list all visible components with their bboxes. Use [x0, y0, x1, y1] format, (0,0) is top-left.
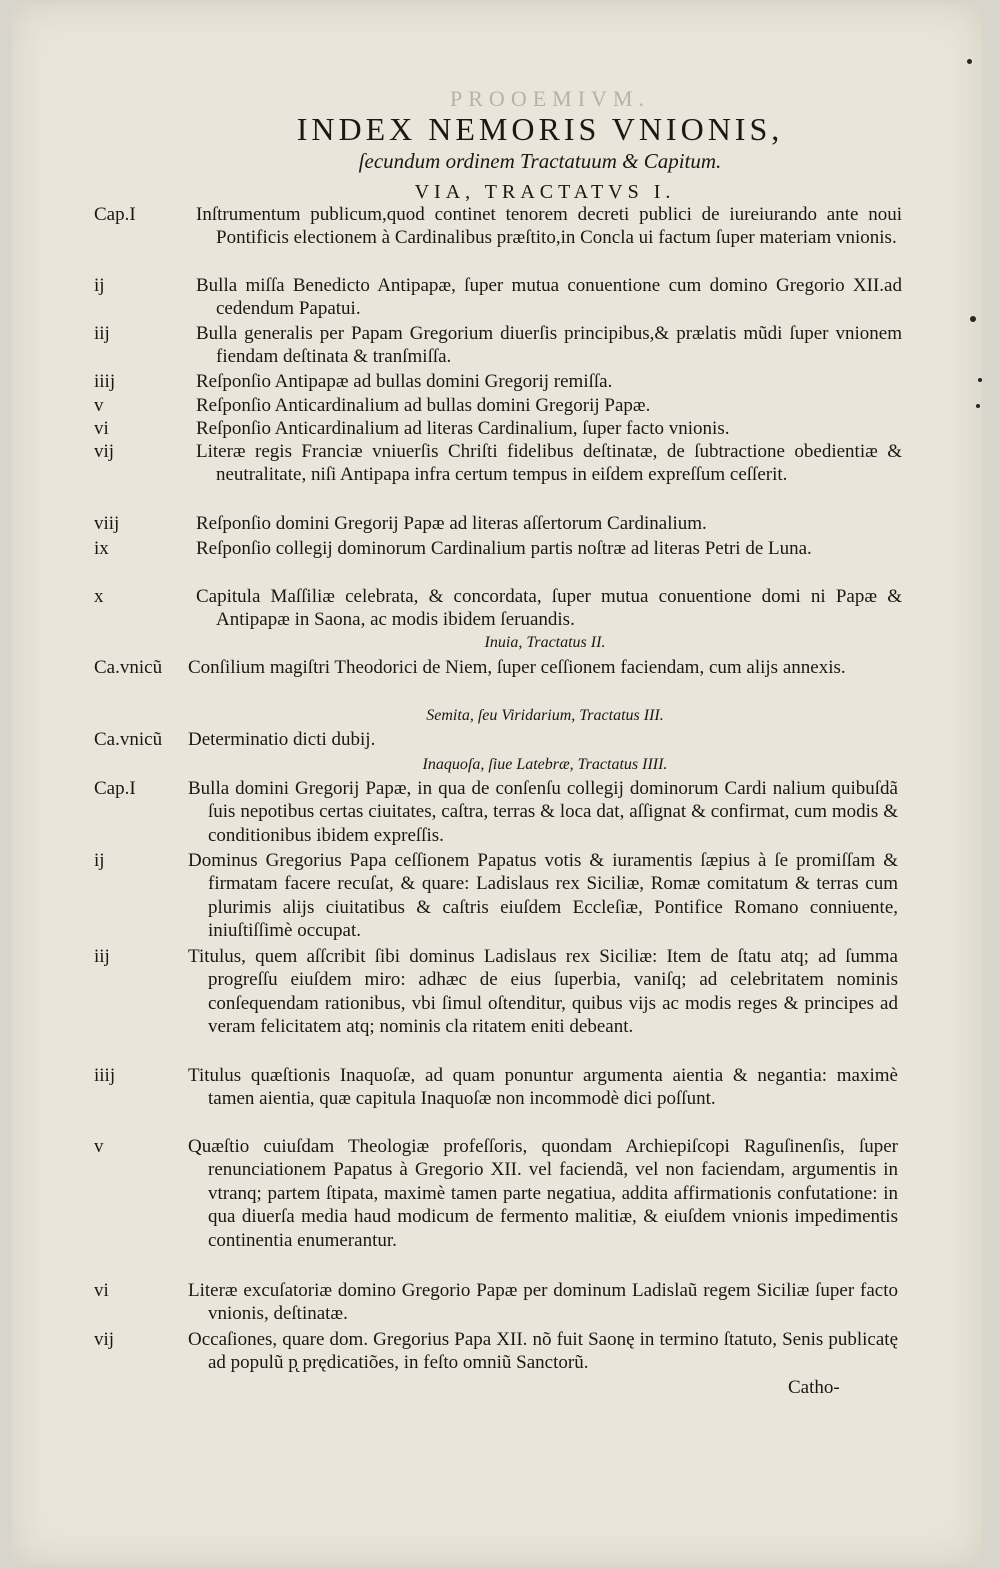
tractatus-4-heading: Inaquoſa, ſiue Latebræ, Tractatus IIII. [422, 756, 668, 773]
entry-text: Reſponſio collegij dominorum Cardinalium partis noſtræ ad literas Petri de Luna. [196, 538, 812, 559]
ink-speck [978, 378, 982, 382]
chapter-number: ij [94, 275, 105, 296]
page-title: INDEX NEMORIS VNIONIS, [296, 111, 784, 147]
entry-text: Dominus Gregorius Papa ceſſionem Papatus votis & iuramentis ſæpius à ſe promiſſam & firmatam facere recuſat, & quare: Ladislaus rex Siciliæ, Romæ comitatum & terras cum plurimis alijs ciuitatibus & caſtris eiuſdem Eccleſiæ, Pontifice Romano conniuente, iniuſtiſſimè occupat. [188, 850, 898, 942]
entry-text: Literæ regis Franciæ vniuerſis Chriſti fidelibus deſtinatæ, de ſubtractione obedientiæ & neutralitate, niſi Antipapa infra certum tempus in eiſdem expreſſum ceſſerit. [196, 441, 902, 486]
chapter-number: iij [94, 946, 110, 967]
chapter-number: vi [94, 418, 109, 439]
chapter-number: v [94, 395, 104, 416]
entry-text: Bulla generalis per Papam Gregorium diuerſis principibus,& prælatis mũdi ſuper vnionem fiendam deſtinata & tranſmiſſa. [196, 323, 902, 368]
page-subtitle: ſecundum ordinem Tractatuum & Capitum. [358, 149, 722, 173]
entry-text: Reſponſio domini Gregorij Papæ ad literas aſſertorum Cardinalium. [196, 513, 707, 534]
entry-text: Conſilium magiſtri Theodorici de Niem, ſuper ceſſionem faciendam, cum alijs annexis. [188, 657, 846, 678]
entry-text: Literæ excuſatoriæ domino Gregorio Papæ per dominum Ladislaũ regem Siciliæ ſuper facto vnionis, deſtinatæ. [188, 1280, 898, 1325]
entry-text: Titulus, quem aſſcribit ſibi dominus Ladislaus rex Siciliæ: Item de ſtatu atq; ad ſumma progreſſu eiuſdem miro: adhæc de eius ſuperbia, vaniſq; ad celebritatem nominis conſequendam rationibus, vbi ſimul oſtenditur, quibus vijs ac modis reges & principes ad veram felicitatem atq; nominis cla ritatem eniti debeant. [188, 946, 898, 1038]
catchword: Catho- [788, 1377, 840, 1398]
chapter-number: ij [94, 850, 105, 871]
entry-text: Bulla miſſa Benedicto Antipapæ, ſuper mutua conuentione cum domino Gregorio XII.ad cedendum Papatui. [196, 275, 902, 320]
chapter-number: v [94, 1136, 104, 1157]
ink-speck [967, 59, 972, 64]
entry-text: Occaſiones, quare dom. Gregorius Papa XII. nõ fuit Saonę in termino ſtatuto, Senis publicatę ad populũ p̨ prędicatiões, in feſto omniũ Sanctorũ. [188, 1329, 898, 1374]
chapter-number: vi [94, 1280, 109, 1301]
chapter-number: iiij [94, 1065, 116, 1086]
chapter-number: vij [94, 1329, 115, 1350]
tractatus-2-heading: Inuia, Tractatus II. [484, 634, 606, 651]
entry-text: Inſtrumentum publicum,quod continet tenorem decreti publici de iureiurando ante noui Pontificis electionem à Cardinalibus præſtito,in Concla ui factum ſuper materiam vnionis. [196, 204, 902, 249]
chapter-number: iiij [94, 371, 116, 392]
entry-text: Reſponſio Anticardinalium ad bullas domini Gregorij Papæ. [196, 395, 651, 416]
chapter-number: x [94, 586, 104, 607]
chapter-number: viij [94, 513, 120, 534]
chapter-number: iij [94, 323, 110, 344]
entry-text: Determinatio dicti dubij. [188, 729, 376, 750]
entry-text: Reſponſio Antipapæ ad bullas domini Gregorij remiſſa. [196, 371, 613, 392]
running-head: PROOEMIVM. [450, 86, 650, 111]
ink-speck [970, 316, 976, 322]
chapter-number: Ca.vnicũ [94, 729, 163, 750]
chapter-number: Ca.vnicũ [94, 657, 163, 678]
chapter-number: vij [94, 441, 115, 462]
chapter-number: Cap.I [94, 204, 136, 225]
entry-text: Titulus quæſtionis Inaquoſæ, ad quam ponuntur argumenta aientia & negantia: maximè tamen aientia, quæ capitula Inaquoſæ non incommodè dici poſſunt. [188, 1065, 898, 1110]
entry-text: Bulla domini Gregorij Papæ, in qua de conſenſu collegij dominorum Cardi nalium quibuſdã ſuis nepotibus certas ciuitates, caſtra, terras & loca dat, aſſignat & confirmat, cum modis & conditionibus ibidem expreſſis. [188, 778, 898, 846]
entry-text: Quæſtio cuiuſdam Theologiæ profeſſoris, quondam Archiepiſcopi Raguſinenſis, ſuper renunciationem Papatus à Gregorio XII. vel faciendã, vel non faciendam, argumentis in vtranq; partem ſtipata, maximè tamen parte negatiua, addita affirmationis confutatione: in qua diuerſa media haud modicum de fermento malitiæ, & eiuſdem vnionis impedimentis continentia enumerantur. [188, 1136, 898, 1251]
tractatus-1-heading: VIA, TRACTATVS I. [414, 181, 676, 203]
tractatus-3-heading: Semita, ſeu Viridarium, Tractatus III. [426, 707, 664, 724]
chapter-number: Cap.I [94, 778, 136, 799]
entry-text: Reſponſio Anticardinalium ad literas Cardinalium, ſuper facto vnionis. [196, 418, 730, 439]
entry-text: Capitula Maſſiliæ celebrata, & concordata, ſuper mutua conuentione domi ni Papæ & Antipapæ in Saona, ac modis ibidem ſeruandis. [196, 586, 902, 631]
chapter-number: ix [94, 538, 109, 559]
ink-speck [976, 404, 980, 408]
